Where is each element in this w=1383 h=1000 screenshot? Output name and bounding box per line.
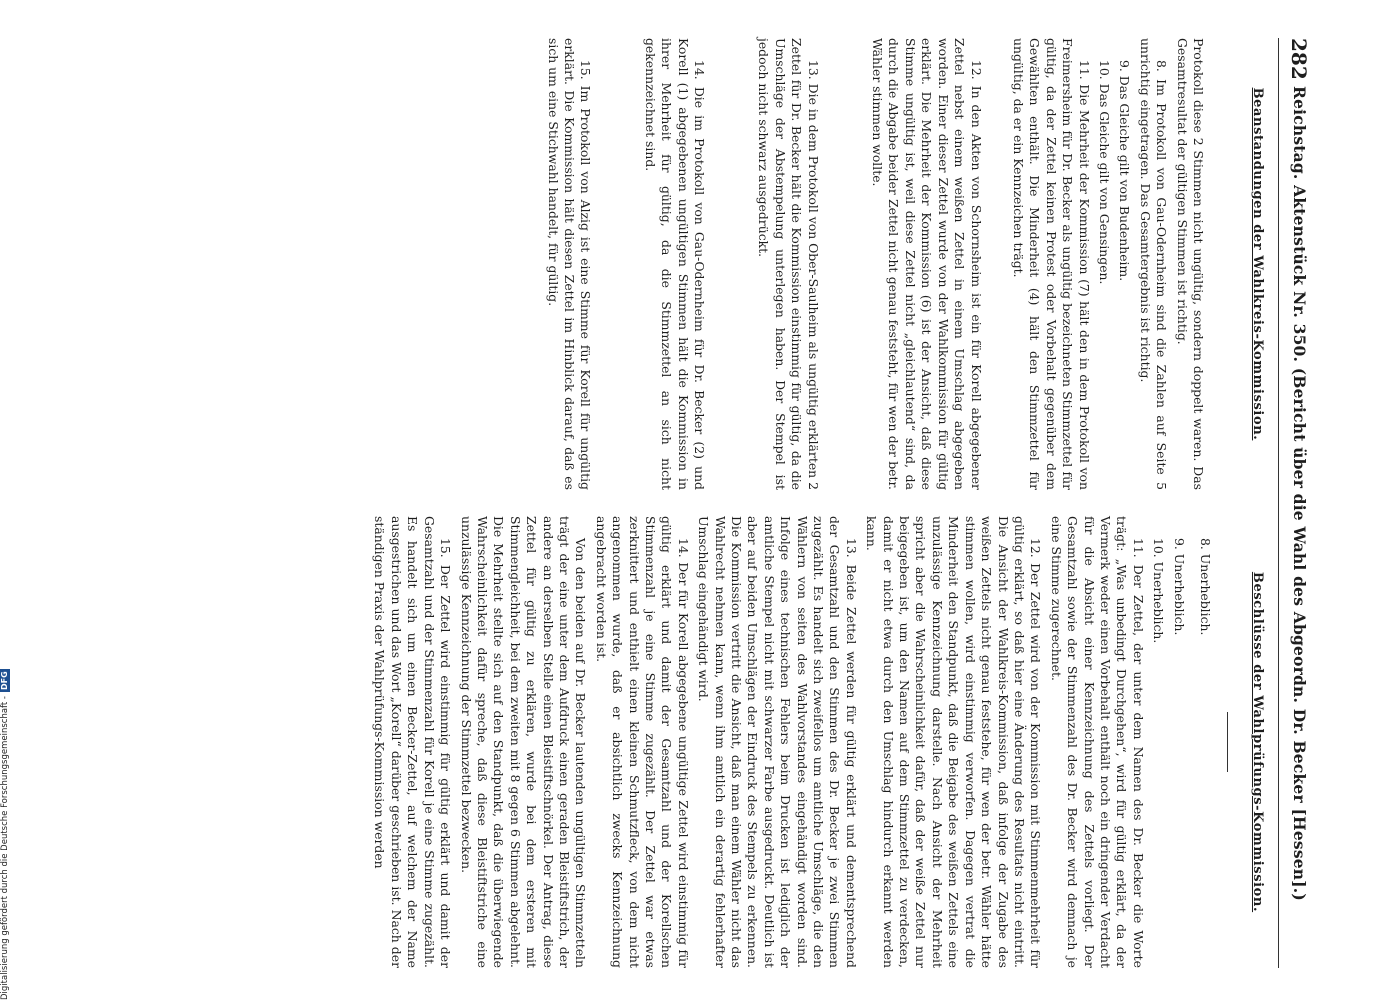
running-header bbox=[1281, 38, 1315, 968]
credit-text: Digitalisierung gefördert durch die Deutsche Forschungsgemeinschaft - bbox=[0, 696, 10, 1000]
page-title: Reichstag. Aktenstück Nr. 350. (Bericht über die Wahl des Abgeordn. Dr. Becker [Hessen].) bbox=[1290, 86, 1309, 901]
paragraph: 14. Der für Korell abgegebene ungültige Zettel wird einstimmig für gültig erklärt und damit der Gesamtzahl und der Korellschen Stimmenzahl je eine Stimme zugezählt. Der Zettel war etwas zerknittert und enthielt einen kleinen Schmutzfleck, von dem nicht angenommen wurde, daß er absichtlich zwecks Kennzeichnung angebracht worden ist. bbox=[593, 516, 691, 968]
paragraph: 11. Der Zettel, der unter dem Namen des Dr. Becker die Worte trägt: „Was unbedingt Durchgehen“, wird für gültig erklärt, da der Vermerk weder einen Vorbehalt enthält noch ein dringender Verdacht für die Absicht einer Kennzeichnung des Zettels vorliegt. Der Gesamtzahl sowie der Stimmenzahl des Dr. Becker wird demnach je eine Stimme zugerechnet. bbox=[1048, 516, 1146, 968]
page-number: 282 bbox=[1287, 38, 1311, 80]
paragraph: 9. Das Gleiche gilt von Budenheim. bbox=[1117, 60, 1133, 282]
left-column bbox=[61, 38, 1271, 490]
paragraph: 9. Unerheblich. bbox=[1171, 538, 1187, 636]
paragraph: 13. Beide Zettel werden für gültig erklärt und dementsprechend der Gesamtzahl und den Stimmen des Dr. Becker je zwei Stimmen zugezählt. Es handelt sich zweifellos um amtliche Umschläge, die den Wählern von seiten des Wahlvorstandes eingehändigt worden sind. Infolge eines technischen Fehlers beim Drucken ist lediglich der amtliche Stempel nicht mit schwarzer Farbe ausgedruckt. Deutlich ist aber auf beiden Umschlägen der Eindruck des Stempels zu erkennen. Die Kommission vertritt die Ansicht, daß man einem Wähler nicht das Wahlrecht nehmen kann, wenn ihm amtlich ein derartig fehlerhafter Umschlag eingehändigt wird. bbox=[696, 516, 859, 968]
digitization-credit bbox=[0, 669, 12, 1000]
paragraph: 8. Im Protokoll von Gau-Odernheim sind die Zahlen auf Seite 5 unrichtig eingetragen. Das Gesamtergebnis ist richtig. bbox=[1137, 38, 1170, 490]
paragraph: 8. Unerheblich. bbox=[1198, 538, 1213, 636]
right-column bbox=[61, 516, 1271, 968]
paragraph: 11. Die Mehrheit der Kommission (7) hält den in dem Protokoll von Freimersheim für Dr. Becker als ungültig bezeichneten Stimmzettel für gültig, da der Zettel keinen Protest oder Vorbehalt gegenüber dem Gewählten enthält. Die Minderheit (4) hält den Stimmzettel für ungültig, da er ein Kennzeichen trägt. bbox=[1010, 38, 1092, 490]
paragraph: 12. Der Zettel wird von der Kommission mit Stimmenmehrheit für gültig erklärt, so daß hier eine Änderung des Resultats nicht eintritt. Die Ansicht der Wahlkreis-Kommission, daß infolge der Zugabe des weißen Zettels nicht genau feststehe, für wen der betr. Wähler hätte stimmen wollen, wird einstimmig verworfen. Dagegen vertrat die Minderheit den Standpunkt, daß die Beigabe des weißen Zettels eine unzulässige Kennzeichnung darstelle. Nach Ansicht der Mehrheit spricht aber die Wahrscheinlichkeit dafür, daß der weiße Zettel nur beigegeben ist, um den Namen auf dem Stimmzettel zu verdecken, damit er nicht etwa durch den Umschlag hindurch erkannt werden kann. bbox=[864, 516, 1044, 968]
paragraph: Von den beiden auf Dr. Becker lautenden ungültigen Stimmzetteln trägt der eine unter dem Aufdruck einen geraden Bleistiftstrich, der andere an derselben Stelle einen Bleistiftschnörkel. Der Antrag, diese Zettel für gültig zu erklären, wurde bei dem ersteren mit Stimmengleichheit, bei dem zweiten mit 8 gegen 6 Stimmen abgelehnt. Die Mehrheit stellte sich auf den Standpunkt, daß die überwiegende Wahrscheinlichkeit dafür spreche, daß diese Bleistiftstriche eine unzulässige Kennzeichnung der Stimmzettel bezwecken. bbox=[458, 516, 589, 968]
paragraph: 12. In den Akten von Schornsheim ist ein für Korell abgegebener Zettel nebst einem weißen Zettel in einem Umschlag abgegeben worden. Einer dieser Zettel wurde von der Wahlkommission für gültig erklärt. Die Mehrheit der Kommission (6) ist der Ansicht, daß diese Stimme ungültig ist, weil diese Zettel nicht „gleichlautend“ sind, da durch die Abgabe beider Zettel nicht genau feststeht, für wen der betr. Wähler stimmen wollte. bbox=[870, 38, 984, 490]
header-rule bbox=[1278, 38, 1279, 968]
document-page bbox=[55, 38, 1315, 968]
paragraph: 10. Unerheblich. bbox=[1151, 538, 1167, 644]
heading-rule bbox=[1227, 712, 1228, 772]
left-column-heading: Beanstandungen der Wahlkreis-Kommission. bbox=[1250, 87, 1265, 441]
paragraph: 14. Die im Protokoll von Gau-Odernheim für Dr. Becker (2) und Korell (1) abgegebenen ungültigen Stimmen hält die Kommission in ihrer Mehrheit für gültig, da die Stimmzettel an sich nicht gekennzeichnet sind. bbox=[642, 38, 708, 490]
right-column-heading: Beschlüsse der Wahlprüfungs-Kommission. bbox=[1250, 571, 1265, 913]
paragraph: 15. Im Protokoll von Alzig ist eine Stimme für Korell für ungültig erklärt. Die Kommission hält diesen Zettel im Hinblick darauf, daß es sich um eine Stichwahl handelt, für gültig. bbox=[545, 38, 594, 490]
paragraph: 13. Die in dem Protokoll von Ober-Saulheim als ungültig erklärten 2 Zettel für Dr. Becker hält die Kommission einstimmig für gültig, da die Umschläge der Abstempelung unterlegen haben. Der Stempel ist jedoch nicht schwarz ausgedrückt. bbox=[756, 38, 821, 490]
dfg-logo: DFG bbox=[0, 671, 9, 691]
paragraph: 10. Das Gleiche gilt von Gensingen. bbox=[1096, 60, 1112, 285]
paragraph: Protokoll diese 2 Stimmen nicht ungültig, sondern doppelt waren. Das Gesamtresultat der gültigen Stimmen ist richtig. bbox=[1174, 38, 1206, 490]
paragraph: 15. Der Zettel wird einstimmig für gültig erklärt und damit der Gesamtzahl und der Stimmenzahl für Korell je eine Stimme zugezählt. Es handelt sich um einen Becker-Zettel, auf welchem der Name ausgestrichen und das Wort „Korell“ darüber geschrieben ist. Nach der ständigen Praxis der Wahlprüfungs-Kommission werden bbox=[372, 516, 454, 968]
